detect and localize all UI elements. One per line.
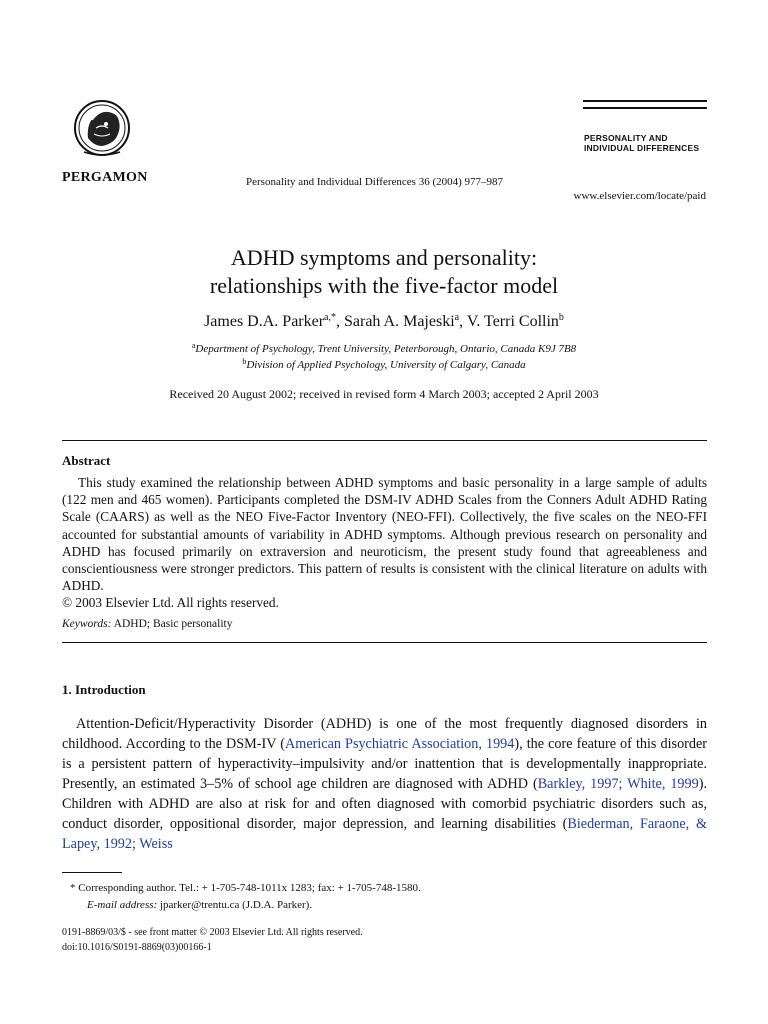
author-list: James D.A. Parker$^{a,*}$, Sarah A. Majeski$^a$, V. Terri Collin$^b$ xyxy=(204,312,564,330)
article-title: ADHD symptoms and personality: relationships with the five-factor model xyxy=(209,245,559,298)
affiliation: $^a$Department of Psychology, Trent University, Peterborough, Ontario, Canada K9J 7B8 xyxy=(191,341,577,355)
abstract-bottom-rule xyxy=(62,642,707,643)
introduction-body: Attention-Deficit/Hyperactivity Disorder (ADHD) is one of the most frequently diagnosed disorders in childhood. According to the DSM-IV (American Psychiatric Association, 1994), the core feature of this disorder is a persistent pattern of hyperactivity–impulsivity and/or inattention that is developmentally inappropriate. Presently, an estimated 3–5% of school age children are diagnosed with ADHD (Barkley, 1997; White, 1999). Children with ADHD are also at risk for and often diagnosed with comorbid psychiatric disorders such as, conduct disorder, oppositional disorder, major depression, and learning disabilities (Biederman, Faraone, & Lapey, 1992; Weiss xyxy=(62,716,708,852)
keywords: Keywords: ADHD; Basic personality xyxy=(62,618,233,630)
journal-reference: Personality and Individual Differences 36 (2004) 977–987 xyxy=(246,176,504,188)
abstract-body: This study examined the relationship between ADHD symptoms and basic personality in a large sample of adults (122 men and 465 women). Participants completed the DSM-IV ADHD Scales from the Conners Adult ADHD Rating Scale (CAARS) as well as the NEO Five-Factor Inventory (NEO-FFI). Collectively, the five scales on the NEO-FFI accounted for substantial amounts of variability in ADHD symptoms. Although previous research on personality and ADHD has focused primarily on extraversion and neuroticism, the present study found that agreeableness and conscientiousness were stronger predictors. This pattern of results is consistent with the clinical literature on adults with ADHD. © 2003 Elsevier Ltd. All rights reserved. xyxy=(62,475,707,611)
journal-header-rule xyxy=(583,107,707,109)
journal-url[interactable]: www.elsevier.com/locate/paid xyxy=(573,190,706,202)
corresponding-author-footnote: * Corresponding author. Tel.: + 1-705-748-1011x 1283; fax: + 1-705-748-1580. E-mail address: jparker@trentu.ca (J.D.A. Parker). xyxy=(70,882,421,911)
pergamon-logo-icon xyxy=(72,98,132,170)
citation-link[interactable]: Biederman, Faraone, & Lapey, 1992; Weiss xyxy=(62,816,707,852)
author-name: James D.A. Parker xyxy=(204,313,325,330)
copyright-line: © 2003 Elsevier Ltd. All rights reserved. xyxy=(62,595,279,611)
received-dates: Received 20 August 2002; received in revised form 4 March 2003; accepted 2 April 2003 xyxy=(169,387,599,401)
author-email: jparker@trentu.ca (J.D.A. Parker). xyxy=(159,899,313,911)
issn-doi-block: 0191-8869/03/$ - see front matter © 2003 Elsevier Ltd. All rights reserved. doi:10.1016/S0191-8869(03)00166-1 xyxy=(62,927,363,953)
footnote-rule xyxy=(62,872,122,873)
abstract-top-rule xyxy=(62,440,707,441)
affiliation: $^b$Division of Applied Psychology, University of Calgary, Canada xyxy=(242,357,526,371)
abstract-heading: Abstract xyxy=(62,453,111,468)
doi: doi:10.1016/S0191-8869(03)00166-1 xyxy=(62,942,212,953)
author-name: V. Terri Collin xyxy=(466,313,559,330)
citation-link[interactable]: Barkley, 1997; White, 1999 xyxy=(537,776,699,792)
journal-name: PERSONALITY AND INDIVIDUAL DIFFERENCES xyxy=(584,133,700,153)
publisher-name: PERGAMON xyxy=(62,170,148,185)
journal-header-rule xyxy=(583,100,707,102)
citation-link[interactable]: American Psychiatric Association, 1994 xyxy=(285,736,515,752)
section-heading-introduction: 1. Introduction xyxy=(62,682,146,697)
author-name: Sarah A. Majeski xyxy=(344,313,455,330)
